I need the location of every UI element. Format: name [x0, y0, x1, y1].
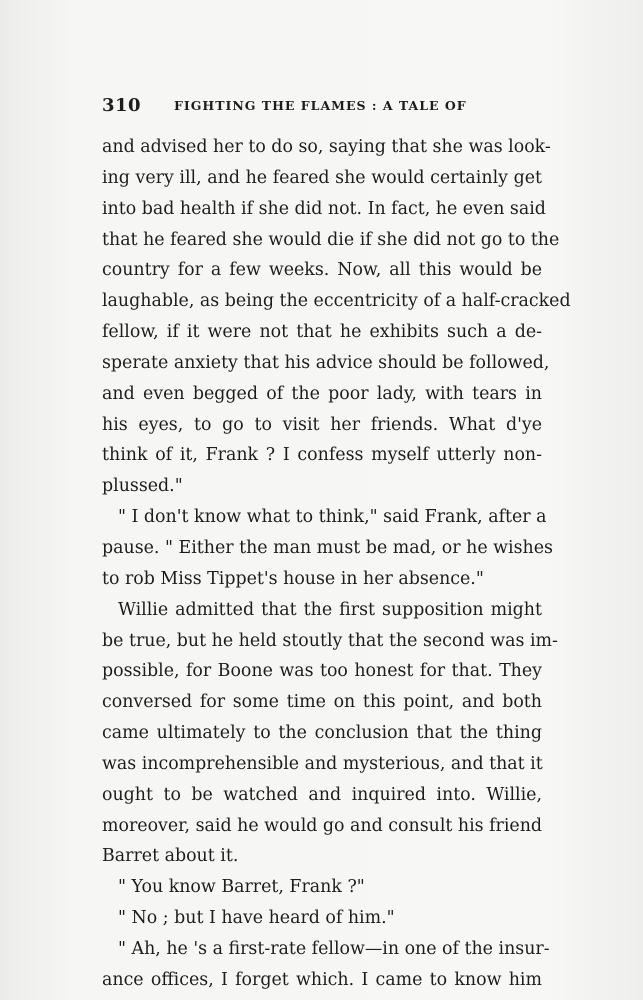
text-line: ought to be watched and inquired into. Willie, — [102, 784, 542, 805]
text-line: ing very ill, and he feared she would certainly get — [102, 167, 542, 188]
text-line: " Ah, he 's a first-rate fellow—in one of the insur- — [118, 938, 550, 959]
text-line: came ultimately to the conclusion that the thing — [102, 723, 542, 744]
text-line: " No ; but I have heard of him." — [118, 908, 395, 929]
text-line: " You know Barret, Frank ?" — [118, 877, 365, 898]
text-line: sperate anxiety that his advice should be followed, — [102, 352, 550, 373]
text-line: into bad health if she did not. In fact, he even said — [102, 198, 546, 219]
text-line: " I don't know what to think," said Frank, after a — [118, 507, 547, 528]
text-line: plussed." — [102, 476, 183, 497]
text-line: and advised her to do so, saying that she was look- — [102, 137, 551, 157]
text-line: that he feared she would die if she did not go to the — [102, 229, 560, 250]
page-number: 310 — [102, 95, 142, 116]
text-line: laughable, as being the eccentricity of a half-cracked — [102, 291, 571, 312]
text-line: be true, but he held stoutly that the second was im- — [102, 630, 558, 651]
text-line: to rob Miss Tippet's house in her absence." — [102, 568, 484, 589]
text-line: Barret about it. — [102, 846, 239, 867]
text-line: country for a few weeks. Now, all this would be — [102, 260, 542, 281]
page-header — [102, 95, 542, 119]
text-line: moreover, said he would go and consult his friend — [102, 815, 543, 836]
running-head: FIGHTING THE FLAMES : A TALE OF — [174, 98, 467, 113]
text-line: fellow, if it were not that he exhibits such a de- — [102, 322, 542, 343]
text-line: Willie admitted that the first supposition might — [118, 599, 542, 620]
body-text — [102, 132, 571, 996]
text-line: and even begged of the poor lady, with tears in — [102, 383, 542, 404]
text-line: was incomprehensible and mysterious, and that it — [102, 753, 543, 774]
text-line: ance offices, I forget which. I came to know him — [102, 969, 542, 990]
text-line: pause. " Either the man must be mad, or he wishes — [102, 537, 553, 558]
text-line: conversed for some time on this point, and both — [102, 692, 542, 713]
text-line: think of it, Frank ? I confess myself utterly non- — [102, 445, 542, 466]
text-line: his eyes, to go to visit her friends. What d'ye — [102, 414, 542, 435]
text-line: possible, for Boone was too honest for that. They — [102, 661, 542, 682]
